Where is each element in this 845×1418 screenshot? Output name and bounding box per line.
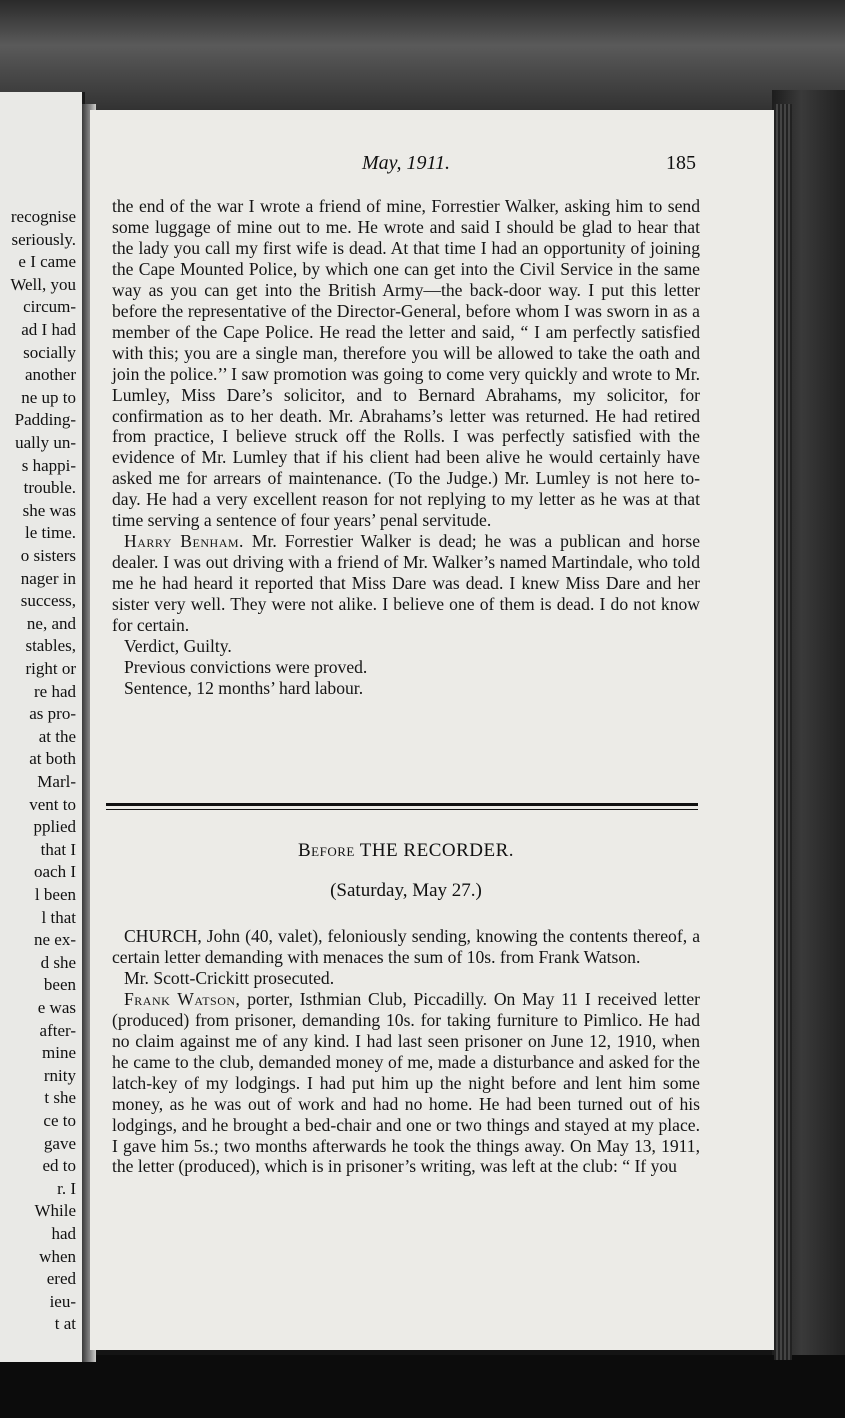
- left-page-fragment: she was: [22, 500, 76, 520]
- running-head: May, 1911.: [362, 152, 450, 174]
- left-page-fragment: mine: [42, 1043, 76, 1063]
- left-page-fragment: Marl-: [37, 772, 76, 791]
- left-page-fragment: Well, you: [10, 274, 76, 294]
- page-block-edge: [774, 104, 792, 1360]
- left-page-fragment: been: [43, 975, 76, 995]
- previous-convictions: Previous convictions were proved.: [124, 656, 368, 677]
- left-page-fragment: trouble.: [23, 478, 76, 498]
- testimony-paragraph: the end of the war I wrote a friend of mine, Forrestier Walker, asking him to send some luggage of mine out to me. He wrote and said I should be glad to hear that the lady you call my first wife is dead. At that time I had an opportunity of joining the Cape Mounted Police, by which one can get into the Civil Service in the same way as you can get into the British Army—the back-door way. I put this letter before the representative of the Director-General, before whom I was sworn in as a member of the Cape Police. He read the letter and said, “ I am perfectly satisfied with this; you are a single man, therefore you will be allowed to take the oath and join the police.’’ I saw promotion was going to come very quickly and wrote to Mr. Lumley, Miss Dare’s solicitor, and to Bernard Abrahams, my solicitor, for confirmation as to her death. Mr. Abrahams’s letter was returned. He had retired from practice, I believe struck off the Rolls. I was perfectly satisfied with the evidence of Mr. Lumley that if his client had been alive he would certainly have asked me for arrears of maintenance. (To the Judge.) Mr. Lumley is not here to-day. He had a very excellent reason for not replying to my letter as he was at that time serving a sentence of four years’ penal servitude.: [112, 196, 700, 531]
- left-page-fragment: gave: [43, 1133, 76, 1153]
- left-page-fragment: e I came: [18, 252, 76, 272]
- left-page-fragment: when: [39, 1246, 76, 1266]
- page-number: 185: [666, 152, 696, 174]
- witness-statement: Mr. Forrestier Walker is dead; he was a publican and horse dealer. I was out driving with a friend of Mr. Walker’s named Martindale, who told me he had heard it reported that Miss Dare was dead. I knew Miss Dare and her sister very well. They were not alike. I believe one of them is dead. I do not know for certain.: [112, 531, 701, 636]
- background-bottom: [0, 1355, 845, 1418]
- section-heading: [112, 840, 700, 862]
- left-page-fragment: ered: [46, 1269, 76, 1289]
- witness-paragraph: [112, 531, 700, 636]
- left-page-fragment: stables,: [25, 636, 76, 656]
- left-page-fragment: s happi-: [21, 455, 76, 475]
- witness-name: Harry Benham.: [124, 531, 244, 552]
- left-page-fragment: rnity: [43, 1065, 76, 1085]
- left-page-fragment: r. I: [57, 1178, 76, 1198]
- left-page-fragment: ually un-: [15, 433, 76, 452]
- left-page-fragment: o sisters: [20, 546, 76, 565]
- left-page-fragment: t at: [54, 1314, 76, 1334]
- left-page-fragment: at both: [29, 749, 76, 769]
- left-page-fragment: success,: [20, 591, 76, 611]
- left-page-fragment: at the: [38, 726, 76, 746]
- case-section: [112, 926, 700, 1177]
- left-page-fragment: t she: [44, 1088, 76, 1108]
- left-page-fragment: another: [25, 365, 76, 385]
- left-page-fragment: that I: [40, 839, 76, 859]
- left-page-fragment: ed to: [42, 1156, 76, 1176]
- case-charge: CHURCH, John (40, valet), feloniously sending, knowing the contents thereof, a certain letter demanding with menaces the sum of 10s. from Frank Watson.: [112, 926, 700, 967]
- testimony-section: [112, 196, 700, 699]
- verdict: Verdict, Guilty.: [124, 636, 232, 657]
- left-page-fragment: seriously.: [11, 229, 76, 249]
- left-page-fragment: Padding-: [14, 410, 76, 430]
- left-page-fragment: vent to: [29, 794, 76, 814]
- left-page-fragment: d she: [40, 952, 76, 972]
- page-header: [112, 152, 700, 182]
- left-page-fragment: had: [51, 1224, 76, 1243]
- left-page-fragment: l been: [34, 885, 76, 904]
- left-page-fragment: While: [34, 1201, 76, 1221]
- left-page-fragment: re had: [33, 681, 76, 701]
- left-page-fragment: circum-: [23, 297, 76, 317]
- left-page-fragment: right or: [25, 659, 76, 678]
- heading-before: Before: [297, 840, 355, 861]
- left-page-fragment: after-: [39, 1020, 76, 1040]
- witness-name: Frank Watson,: [124, 988, 241, 1009]
- section-rule-thin: [106, 809, 698, 810]
- left-page-fragment: ce to: [43, 1111, 76, 1130]
- left-page-fragment: ieu-: [49, 1291, 76, 1311]
- left-page-fragment: le time.: [25, 523, 76, 543]
- left-page-fragment: ne ex-: [33, 930, 76, 950]
- left-page-fragment: as pro-: [29, 704, 76, 724]
- left-page-fragment: e was: [37, 998, 76, 1017]
- session-date: (Saturday, May 27.): [330, 880, 482, 901]
- left-page-fragment: pplied: [33, 817, 76, 837]
- left-page-fragment: ad I had: [21, 320, 76, 339]
- left-page-fragment: socially: [23, 342, 76, 362]
- prosecution-counsel: Mr. Scott-Crickitt prosecuted.: [124, 967, 335, 988]
- left-page-fragment: nager in: [20, 568, 76, 588]
- left-page-fragment: ne up to: [21, 387, 76, 407]
- heading-recorder: THE RECORDER.: [359, 840, 515, 861]
- left-facing-page: [0, 92, 85, 1362]
- sentence: Sentence, 12 months’ hard labour.: [124, 677, 364, 698]
- section-rule-thick: [106, 803, 698, 806]
- left-page-fragment: ne, and: [26, 613, 76, 633]
- witness-evidence: porter, Isthmian Club, Piccadilly. On May 11 I received letter (produced) from prisoner, demanding 10s. for taking furniture to Pimlico. He had no claim against me of any kind. I had last seen prisoner on June 12, 1910, when he came to the club, demanded money of me, made a disturbance and asked for the latch-key of my lodgings. I had put him up the night before and lent him some money, as he was out of work and had no home. He had been turned out of his lodgings, and he brought a bed-chair and one or two things and stayed at my place. I gave him 5s.; two months afterwards he took the things away. On May 13, 1911, the letter (produced), which is in prisoner’s writing, was left at the club: “ If you: [112, 988, 701, 1177]
- left-page-fragment: l that: [41, 907, 76, 927]
- left-page-fragment: oach I: [33, 862, 76, 882]
- evidence-paragraph: [112, 989, 700, 1178]
- left-page-fragment: recognise: [10, 207, 76, 226]
